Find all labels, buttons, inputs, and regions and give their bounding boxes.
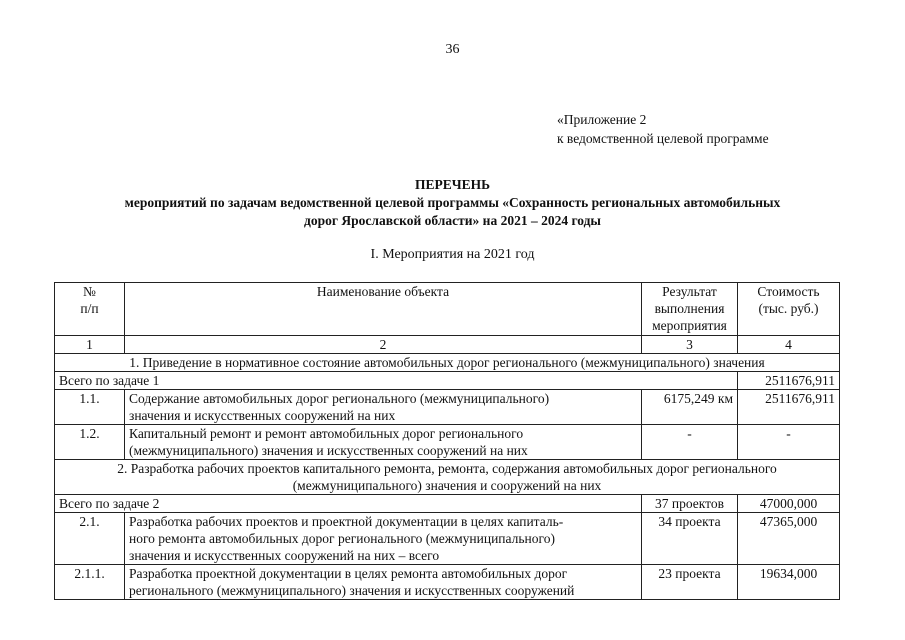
appendix-line-2: к ведомственной целевой программе bbox=[557, 131, 769, 146]
row-cost: - bbox=[738, 425, 840, 460]
document-title: ПЕРЕЧЕНЬ bbox=[414, 177, 491, 192]
appendix-line-1: «Приложение 2 bbox=[557, 112, 647, 127]
header-result-line-2: выполнения bbox=[654, 301, 725, 316]
table-header-row bbox=[55, 283, 840, 336]
task-1-total-cost: 2511676,911 bbox=[738, 372, 840, 390]
row-name-line-1: Разработка проектной документации в целях ремонта автомобильных дорог bbox=[129, 566, 568, 581]
table-row bbox=[55, 565, 840, 600]
row-number: 2.1.1. bbox=[55, 565, 125, 600]
column-number: 2 bbox=[125, 336, 642, 354]
row-cost: 47365,000 bbox=[738, 513, 840, 565]
section-title: I. Мероприятия на 2021 год bbox=[370, 247, 535, 262]
row-name-line-1: Капитальный ремонт и ремонт автомобильных дорог регионального bbox=[129, 426, 524, 441]
column-number: 3 bbox=[642, 336, 738, 354]
header-cost-line-1: Стоимость bbox=[757, 284, 820, 299]
row-name-line-3: значения и искусственных сооружений на них – всего bbox=[129, 548, 440, 563]
task-2-title bbox=[55, 460, 840, 495]
row-cost: 2511676,911 bbox=[738, 390, 840, 425]
appendix-note bbox=[557, 110, 769, 148]
table-row bbox=[55, 513, 840, 565]
header-result-line-1: Результат bbox=[662, 284, 717, 299]
row-name bbox=[125, 425, 642, 460]
header-cost-line-2: (тыс. руб.) bbox=[758, 301, 819, 316]
task-1-total-label: Всего по задаче 1 bbox=[55, 372, 738, 390]
page-number: 36 bbox=[445, 42, 460, 57]
row-result: - bbox=[642, 425, 738, 460]
row-name bbox=[125, 565, 642, 600]
row-name bbox=[125, 390, 642, 425]
row-name-line-1: Содержание автомобильных дорог регионального (межмуниципального) bbox=[129, 391, 550, 406]
row-number: 2.1. bbox=[55, 513, 125, 565]
row-name-line-2: (межмуниципального) значения и искусственных сооружений на них bbox=[129, 443, 528, 458]
header-number bbox=[55, 283, 125, 336]
subtitle-line-2: дорог Ярославской области» на 2021 – 2024 годы bbox=[304, 213, 601, 228]
row-result: 6175,249 км bbox=[642, 390, 738, 425]
subtitle-line-1: мероприятий по задачам ведомственной целевой программы «Сохранность региональных автомобильных bbox=[124, 195, 781, 210]
header-number-line-1: № bbox=[83, 284, 96, 299]
task-2-total-row bbox=[55, 495, 840, 513]
table-row bbox=[55, 425, 840, 460]
task-1-title: 1. Приведение в нормативное состояние автомобильных дорог регионального (межмуниципального) значения bbox=[55, 354, 840, 372]
task-2-total-label: Всего по задаче 2 bbox=[55, 495, 642, 513]
row-name bbox=[125, 513, 642, 565]
row-cost: 19634,000 bbox=[738, 565, 840, 600]
task-1-total-row bbox=[55, 372, 840, 390]
task-1-heading-row bbox=[55, 354, 840, 372]
header-result-line-3: мероприятия bbox=[652, 318, 727, 333]
row-name-line-1: Разработка рабочих проектов и проектной документации в целях капиталь- bbox=[129, 514, 564, 529]
task-2-title-line-1: 2. Разработка рабочих проектов капитального ремонта, ремонта, содержания автомобильных дорог регионального bbox=[117, 461, 777, 476]
header-name: Наименование объекта bbox=[125, 283, 642, 336]
task-2-heading-row bbox=[55, 460, 840, 495]
row-result: 23 проекта bbox=[642, 565, 738, 600]
row-result: 34 проекта bbox=[642, 513, 738, 565]
measures-table bbox=[54, 282, 840, 600]
column-number: 1 bbox=[55, 336, 125, 354]
row-number: 1.1. bbox=[55, 390, 125, 425]
row-number: 1.2. bbox=[55, 425, 125, 460]
row-name-line-2: значения и искусственных сооружений на них bbox=[129, 408, 396, 423]
column-number: 4 bbox=[738, 336, 840, 354]
header-result bbox=[642, 283, 738, 336]
task-2-title-line-2: (межмуниципального) значения и сооружений на них bbox=[292, 478, 602, 493]
document-subtitle bbox=[0, 194, 905, 230]
task-2-total-result: 37 проектов bbox=[642, 495, 738, 513]
row-name-line-2: ного ремонта автомобильных дорог регионального (межмуниципального) bbox=[129, 531, 555, 546]
task-2-total-cost: 47000,000 bbox=[738, 495, 840, 513]
table-row bbox=[55, 390, 840, 425]
header-number-line-2: п/п bbox=[80, 301, 99, 316]
row-name-line-2: регионального (межмуниципального) значения и искусственных сооружений bbox=[129, 583, 575, 598]
header-cost bbox=[738, 283, 840, 336]
column-numbers-row bbox=[55, 336, 840, 354]
